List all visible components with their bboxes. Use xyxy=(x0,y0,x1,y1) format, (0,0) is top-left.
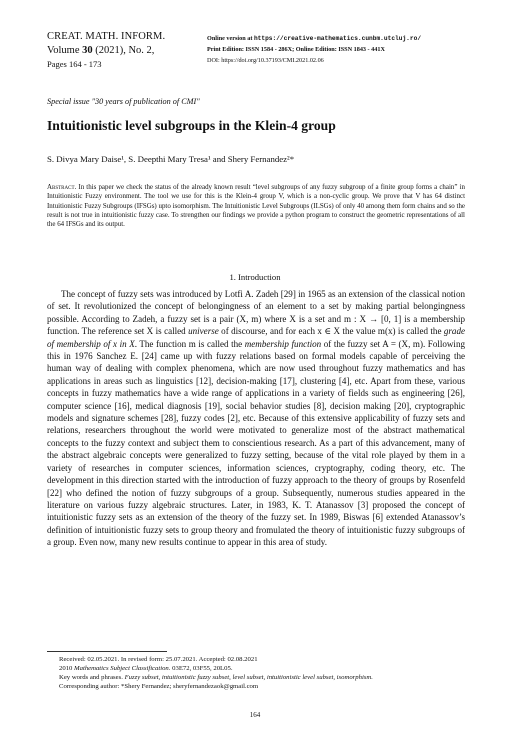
online-prefix: Online version at xyxy=(207,35,254,42)
special-issue-note: Special issue "30 years of publication of CMI" xyxy=(47,97,200,106)
abstract xyxy=(47,183,465,229)
received-dates: Received: 02.05.2021. In revised form: 25.07.2021. Accepted: 02.08.2021 xyxy=(59,656,258,663)
journal-name: CREAT. MATH. INFORM. xyxy=(47,31,166,42)
msc-codes: 03E72, 03F55, 20L05. xyxy=(170,665,233,672)
volume-suffix: (2021), No. 2, xyxy=(92,45,155,56)
introduction-paragraph xyxy=(47,288,465,549)
msc-classification xyxy=(47,664,465,673)
section-heading: 1. Introduction xyxy=(229,272,281,282)
intro-emphasis-membership: membership function xyxy=(244,338,322,349)
keywords xyxy=(47,673,465,682)
journal-header xyxy=(47,30,227,71)
intro-text-1: The concept of fuzzy sets was introduced by Lotfi A. Zadeh [29] in 1965 as an extension of the classical notion of set. It revolutionized the concept of belongingness of an element to a set by making partial belongingness possible. According to Zadeh, a fuzzy set is a pair (X, m) where X is a set and m : X → [0, 1] is a membership function. The reference set X is called xyxy=(47,289,465,337)
page-range: Pages 164 - 173 xyxy=(47,59,102,69)
online-version-line xyxy=(207,33,497,44)
keywords-text: Fuzzy subset, intuitionistic fuzzy subset, level subset, intuitionistic level subset, isomorphism. xyxy=(122,674,373,681)
publication-info xyxy=(207,33,497,67)
abstract-text: In this paper we check the status of the already known result “level subgroups of any fuzzy subgroup of a finite group forms a chain” in Intuitionistic Fuzzy environment. The tool we use for this is the Klein-4 group V, which is a non-cyclic group. We prove that V has 64 distinct Intuitionistic Fuzzy Subgroups (IFSGs) upto isomorphism. The Intuitionistic Level Subgroups (ILSGs) of only 40 among them form chains and so the result is not true in intuitionistic fuzzy case. To strengthen our findings we provide a python program to construct the geometric representations of all the 64 IFSGs and its output. xyxy=(47,183,465,229)
msc-prefix: 2010 xyxy=(59,665,75,672)
corresponding-author: Corresponding author: *Shery Fernandez; sheryfernandezaok@gmail.com xyxy=(59,683,259,690)
intro-text-2: of discourse, and for each x ∈ X the value m(x) is called the xyxy=(218,326,444,337)
paper-title: Intuitionistic level subgroups in the Klein-4 group xyxy=(47,118,336,133)
keywords-label: Key words and phrases. xyxy=(59,674,123,681)
issn-line: Print Edition: ISSN 1584 - 286X; Online Edition: ISSN 1843 - 441X xyxy=(207,46,385,54)
msc-label: Mathematics Subject Classification. xyxy=(74,665,171,672)
volume-line xyxy=(47,44,227,58)
intro-emphasis-grade: grade of membership of x in X xyxy=(47,326,465,349)
intro-text-4: of the fuzzy set A = (X, m). Following this in 1976 Sanchez E. [24] came up with fuzzy relations based on formal models capable of perceiving the human way of dealing with complex phenomena, which are now used throughout fuzzy mathematics and has applications in areas such as linguistics [12], decision-making [17], clustering [4], etc. Apart from these, various concepts in fuzzy mathematics have a wide range of applications in a variety of fields such as engineering [26], computer science [16], medical diagnosis [19], social behavior studies [8], decision making [20], cryptographic models and signature schemes [28], fuzzy codes [2], etc. Because of this extensive applicability of fuzzy sets and relations, researchers throughout the world were motivated to generalize most of the abstract mathematical concepts to the fuzzy context and subject them to conscientious research. As a part of this advancement, many of the abstract algebraic concepts were generalized to fuzzy setting, because of the vital role played by them in a variety of researches in computer sciences, information sciences, cryptography, coding theory, etc. The development in this direction started with the introduction of fuzzy approach to the theory of groups by Rosenfeld [22] who defined the notion of fuzzy subgroups of a group. Subsequently, numerous studies appeared in the literature on various fuzzy algebraic structures. Later, in 1983, K. T. Atanassov [3] proposed the concept of intuitionistic fuzzy sets as an extension of the theory of the fuzzy set. In 1989, Biswas [6] extended Atanassov’s definition of intuitionistic fuzzy sets to group theory and fromulated the theory of intuitionistic fuzzy subgroups of a group. Even now, many new results continue to appear in this area of study. xyxy=(47,338,465,548)
volume-prefix: Volume xyxy=(47,45,83,56)
intro-text-3: . The function m is called the xyxy=(134,338,245,349)
abstract-label: Abstract. xyxy=(47,183,77,191)
footnote-divider xyxy=(47,651,167,652)
doi-link[interactable]: DOI: https://doi.org/10.37193/CMI.2021.02.06 xyxy=(207,57,324,65)
online-url-link[interactable]: https://creative-mathematics.cunbm.utcluj.ro/ xyxy=(253,35,422,42)
intro-emphasis-universe: universe xyxy=(188,326,219,337)
author-list: S. Divya Mary Daise¹, S. Deepthi Mary Tresa¹ and Shery Fernandez²* xyxy=(47,154,295,164)
volume-number: 30 xyxy=(82,45,93,56)
page-number: 164 xyxy=(249,711,261,719)
footnotes xyxy=(47,655,465,691)
